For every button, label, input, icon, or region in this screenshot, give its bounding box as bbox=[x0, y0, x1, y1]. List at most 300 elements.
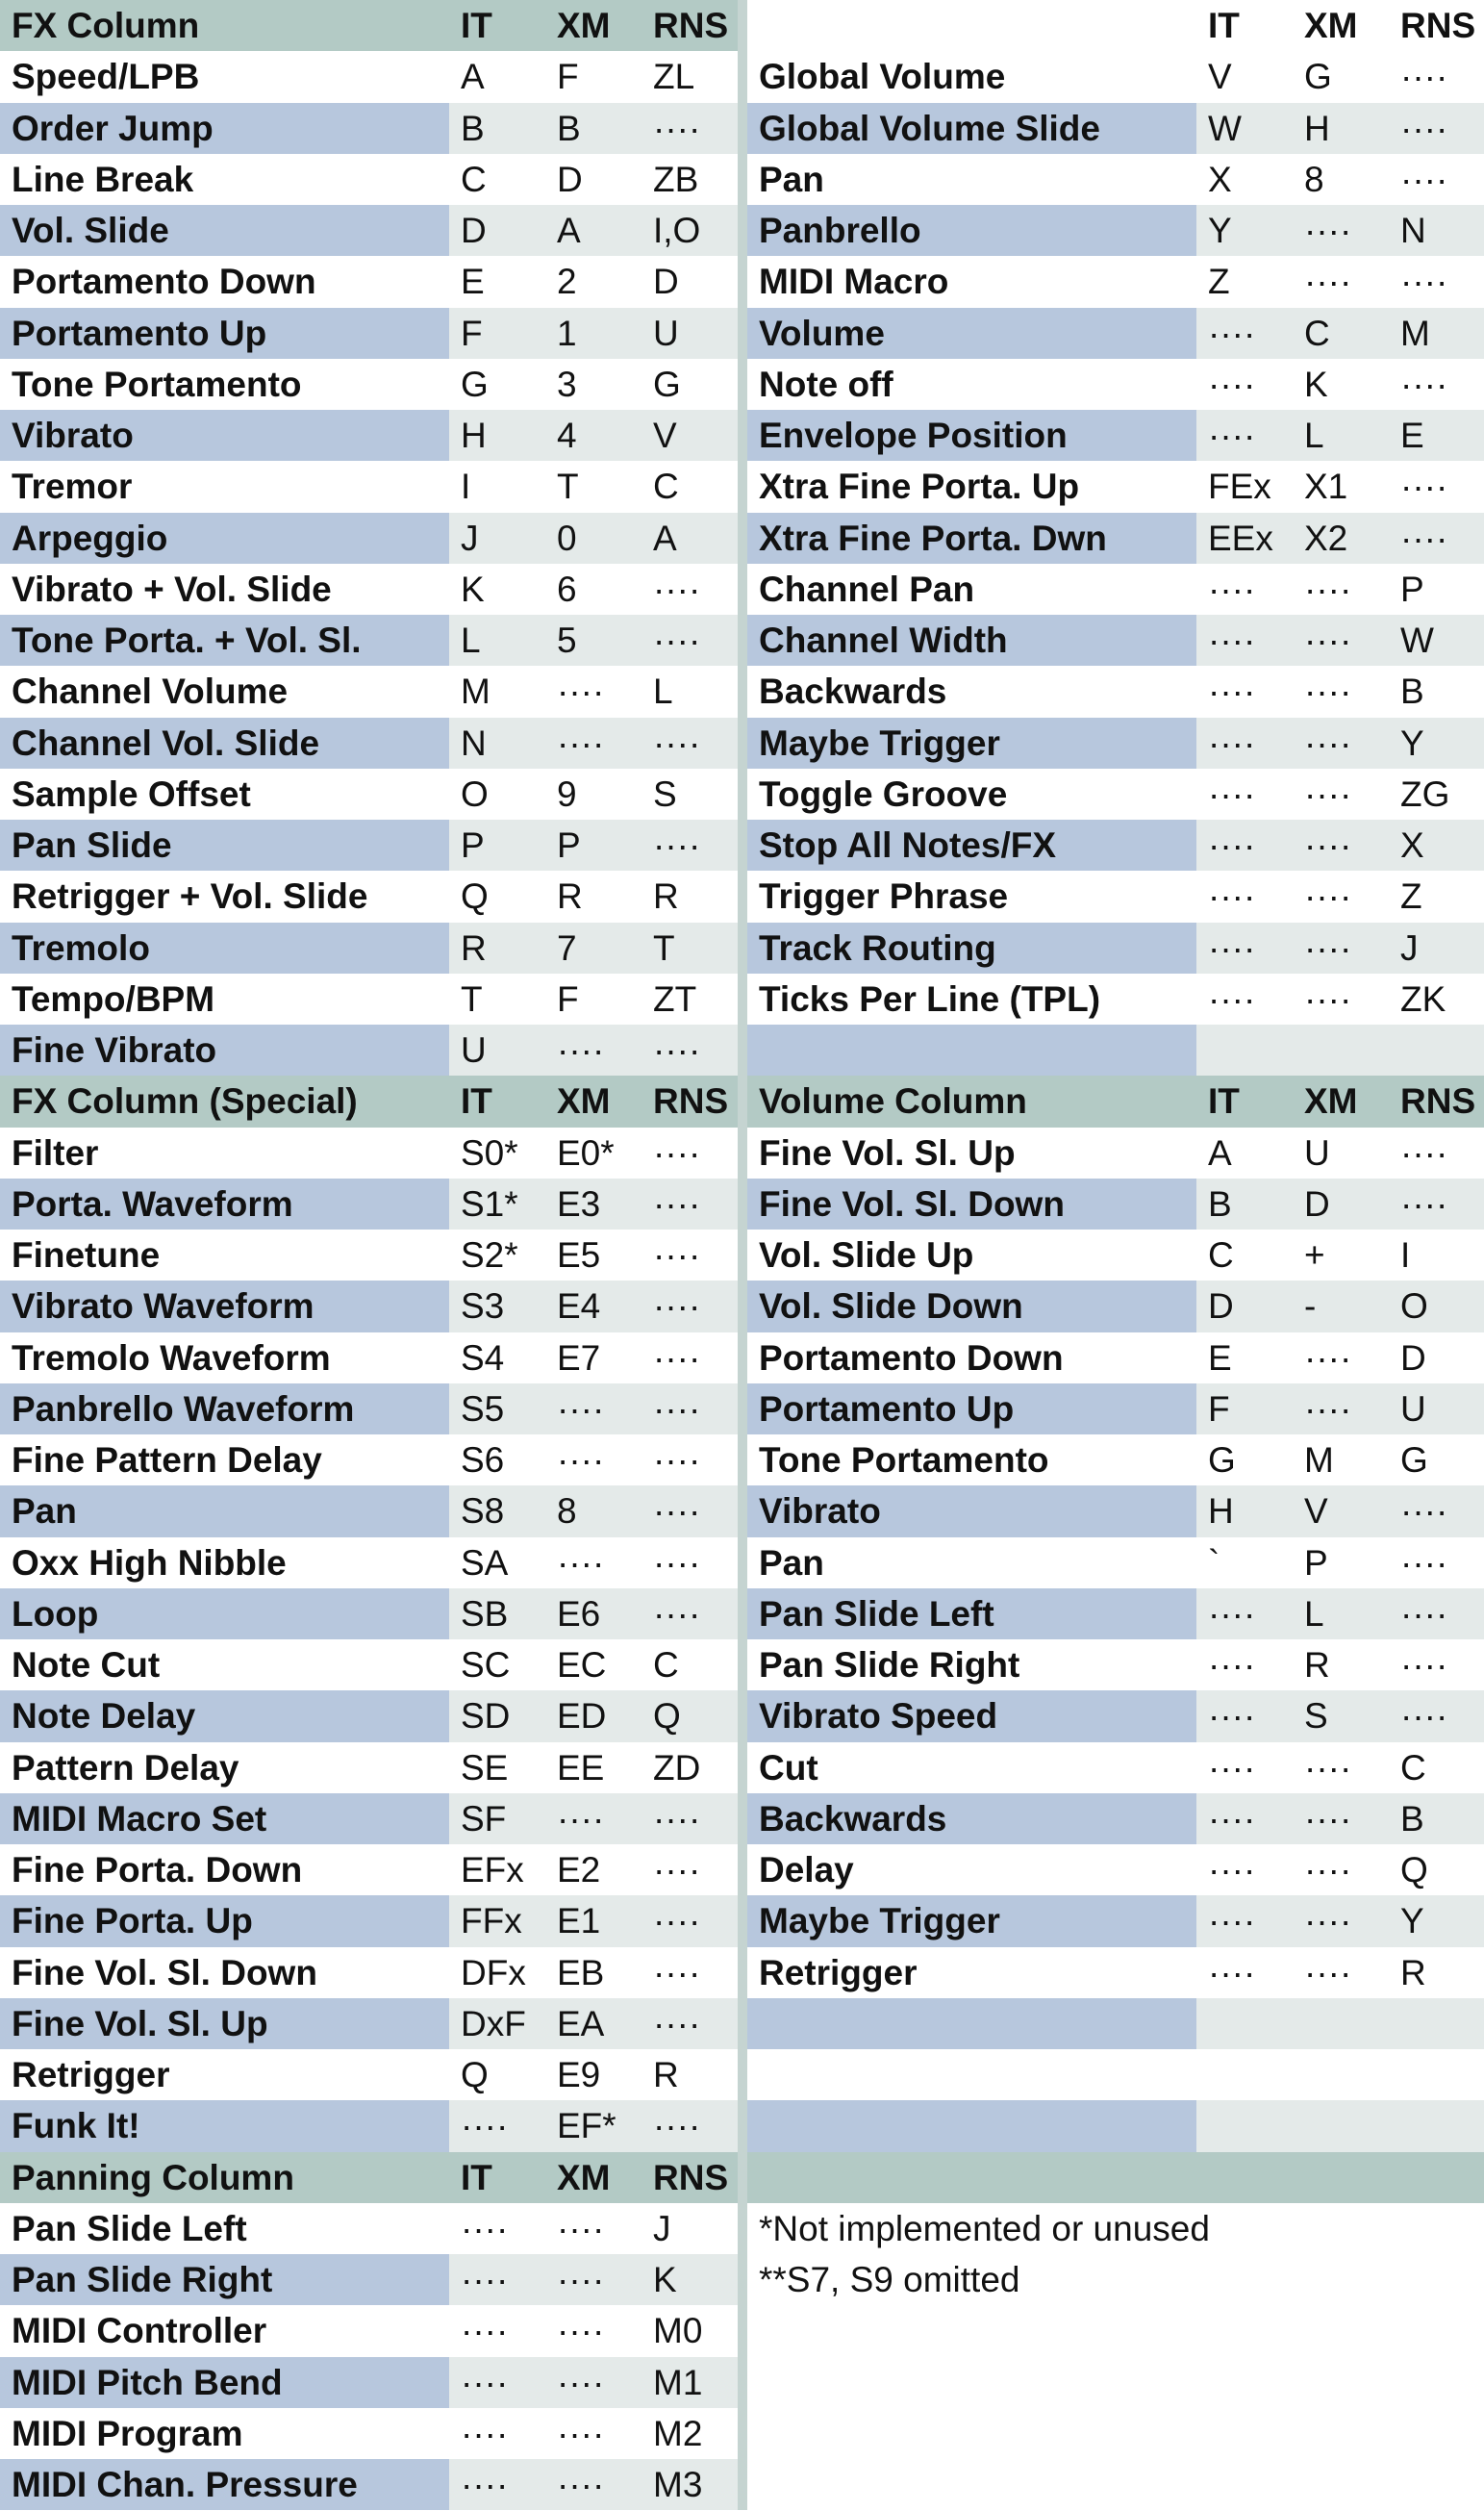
effect-code: R bbox=[641, 2049, 738, 2100]
effect-name: MIDI Macro bbox=[747, 256, 1196, 307]
column-header: XM bbox=[545, 2152, 641, 2203]
effect-code: I bbox=[449, 461, 545, 512]
effect-code: ···· bbox=[1196, 1793, 1293, 1844]
effect-code: P bbox=[1389, 564, 1484, 615]
effect-code: ···· bbox=[1389, 1179, 1484, 1230]
effect-code: 7 bbox=[545, 923, 641, 974]
column-divider bbox=[738, 256, 747, 307]
section-title bbox=[747, 0, 1196, 51]
effect-code: SA bbox=[449, 1537, 545, 1588]
effect-code: N bbox=[449, 718, 545, 769]
column-divider bbox=[738, 1332, 747, 1383]
effect-code: H bbox=[449, 410, 545, 461]
effect-name: Vol. Slide Down bbox=[747, 1281, 1196, 1332]
column-divider bbox=[738, 461, 747, 512]
blank-cell bbox=[747, 2357, 1484, 2408]
effect-code: ···· bbox=[641, 1025, 738, 1076]
effect-code: ZD bbox=[641, 1742, 738, 1793]
effect-code: ···· bbox=[641, 1230, 738, 1281]
effect-code: ···· bbox=[641, 1128, 738, 1179]
effect-name: Porta. Waveform bbox=[0, 1179, 449, 1230]
column-divider bbox=[738, 1128, 747, 1179]
effect-name: Sample Offset bbox=[0, 769, 449, 820]
effect-code: ···· bbox=[1293, 615, 1389, 666]
effect-name: Vol. Slide bbox=[0, 205, 449, 256]
effect-code: SF bbox=[449, 1793, 545, 1844]
effect-code: ED bbox=[545, 1690, 641, 1741]
effect-code: D bbox=[545, 154, 641, 205]
effect-code: E bbox=[1196, 1332, 1293, 1383]
effect-name: Portamento Down bbox=[0, 256, 449, 307]
column-divider bbox=[738, 2357, 747, 2408]
table-row bbox=[0, 2100, 1484, 2151]
table-row bbox=[0, 103, 1484, 154]
effect-name: Vibrato bbox=[0, 410, 449, 461]
effect-name: Tone Portamento bbox=[0, 359, 449, 410]
table-row bbox=[0, 308, 1484, 359]
column-divider bbox=[738, 564, 747, 615]
column-divider bbox=[738, 2459, 747, 2510]
column-divider bbox=[738, 1844, 747, 1895]
table-row bbox=[0, 51, 1484, 102]
effect-name: Fine Vol. Sl. Up bbox=[0, 1998, 449, 2049]
effect-code: ···· bbox=[1196, 308, 1293, 359]
effect-code: E bbox=[449, 256, 545, 307]
effect-code: D bbox=[449, 205, 545, 256]
effect-code: ···· bbox=[1293, 769, 1389, 820]
effect-code: ZL bbox=[641, 51, 738, 102]
effect-code: S4 bbox=[449, 1332, 545, 1383]
effect-code: U bbox=[1389, 1383, 1484, 1434]
effect-code: ···· bbox=[1389, 1639, 1484, 1690]
effect-code: EF* bbox=[545, 2100, 641, 2151]
effect-code: B bbox=[545, 103, 641, 154]
effect-name: Trigger Phrase bbox=[747, 871, 1196, 922]
table-row bbox=[0, 2357, 1484, 2408]
effect-code: S bbox=[641, 769, 738, 820]
effect-code: ···· bbox=[1389, 51, 1484, 102]
blank-cell bbox=[747, 2459, 1484, 2510]
effect-name: Toggle Groove bbox=[747, 769, 1196, 820]
effect-name: Fine Pattern Delay bbox=[0, 1434, 449, 1485]
column-header: RNS bbox=[641, 0, 738, 51]
column-header: RNS bbox=[641, 1076, 738, 1127]
effect-name: Backwards bbox=[747, 666, 1196, 717]
effect-code: ` bbox=[1196, 1537, 1293, 1588]
effect-name: Order Jump bbox=[0, 103, 449, 154]
effect-code: 0 bbox=[545, 513, 641, 564]
effect-name: Loop bbox=[0, 1588, 449, 1639]
effect-code: ···· bbox=[545, 2459, 641, 2510]
table-row bbox=[0, 615, 1484, 666]
effect-code: S3 bbox=[449, 1281, 545, 1332]
column-divider bbox=[738, 718, 747, 769]
column-header: XM bbox=[545, 0, 641, 51]
effect-code: ···· bbox=[449, 2100, 545, 2151]
effect-name: Channel Volume bbox=[0, 666, 449, 717]
column-divider bbox=[738, 615, 747, 666]
effect-name: Pan bbox=[0, 1485, 449, 1536]
effect-code: C bbox=[641, 461, 738, 512]
effect-code bbox=[1389, 1998, 1484, 2049]
effect-code: 1 bbox=[545, 308, 641, 359]
effect-code: ···· bbox=[545, 2254, 641, 2305]
table-row bbox=[0, 2049, 1484, 2100]
effect-code: J bbox=[1389, 923, 1484, 974]
effect-name: Channel Pan bbox=[747, 564, 1196, 615]
effect-code: ···· bbox=[449, 2357, 545, 2408]
effect-code: F bbox=[545, 51, 641, 102]
effect-code: ···· bbox=[1293, 666, 1389, 717]
effect-name: Retrigger bbox=[747, 1947, 1196, 1998]
effect-name: Funk It! bbox=[0, 2100, 449, 2151]
effect-name: Vibrato Speed bbox=[747, 1690, 1196, 1741]
effect-code: EB bbox=[545, 1947, 641, 1998]
effect-code: C bbox=[641, 1639, 738, 1690]
column-divider bbox=[738, 2100, 747, 2151]
effect-name: Maybe Trigger bbox=[747, 718, 1196, 769]
header-filler bbox=[1389, 2152, 1484, 2203]
effect-name: Tremor bbox=[0, 461, 449, 512]
effect-code: H bbox=[1293, 103, 1389, 154]
column-header: RNS bbox=[641, 2152, 738, 2203]
effect-code: FEx bbox=[1196, 461, 1293, 512]
effect-name: Pan Slide Right bbox=[0, 2254, 449, 2305]
column-divider bbox=[738, 1434, 747, 1485]
effect-code: S0* bbox=[449, 1128, 545, 1179]
column-divider bbox=[738, 923, 747, 974]
effect-code: E9 bbox=[545, 2049, 641, 2100]
effect-code: U bbox=[449, 1025, 545, 1076]
column-divider bbox=[738, 1537, 747, 1588]
effect-name: Volume bbox=[747, 308, 1196, 359]
effect-name: Fine Vol. Sl. Down bbox=[0, 1947, 449, 1998]
effect-code: X2 bbox=[1293, 513, 1389, 564]
effect-code: Q bbox=[449, 2049, 545, 2100]
effect-code bbox=[1196, 2049, 1293, 2100]
effect-code bbox=[1389, 2049, 1484, 2100]
effect-code: ···· bbox=[641, 1281, 738, 1332]
effect-code: ···· bbox=[1293, 820, 1389, 871]
table-row bbox=[0, 769, 1484, 820]
table-row bbox=[0, 820, 1484, 871]
effect-code: ···· bbox=[641, 564, 738, 615]
effect-code: ···· bbox=[1293, 1793, 1389, 1844]
effect-name bbox=[747, 2100, 1196, 2151]
effect-code: ···· bbox=[545, 1025, 641, 1076]
effect-code: EEx bbox=[1196, 513, 1293, 564]
effect-name: Global Volume bbox=[747, 51, 1196, 102]
column-divider bbox=[738, 1690, 747, 1741]
effect-code: P bbox=[545, 820, 641, 871]
effect-name: Tone Portamento bbox=[747, 1434, 1196, 1485]
effect-name: MIDI Controller bbox=[0, 2305, 449, 2356]
effect-name: Fine Porta. Down bbox=[0, 1844, 449, 1895]
effect-code: P bbox=[449, 820, 545, 871]
table-row bbox=[0, 1639, 1484, 1690]
effect-name: Portamento Up bbox=[0, 308, 449, 359]
column-divider bbox=[738, 359, 747, 410]
effect-name: Vibrato + Vol. Slide bbox=[0, 564, 449, 615]
effect-code: S6 bbox=[449, 1434, 545, 1485]
effect-code: Q bbox=[1389, 1844, 1484, 1895]
column-divider bbox=[738, 2408, 747, 2459]
effect-name: Vibrato Waveform bbox=[0, 1281, 449, 1332]
table-row bbox=[0, 2305, 1484, 2356]
effect-code: ···· bbox=[1196, 1690, 1293, 1741]
column-divider bbox=[738, 2203, 747, 2254]
effect-name: Envelope Position bbox=[747, 410, 1196, 461]
effect-code: DxF bbox=[449, 1998, 545, 2049]
table-row bbox=[0, 410, 1484, 461]
effect-code: ZG bbox=[1389, 769, 1484, 820]
effect-code: W bbox=[1196, 103, 1293, 154]
table-row bbox=[0, 564, 1484, 615]
table-row bbox=[0, 2459, 1484, 2510]
effect-name: MIDI Macro Set bbox=[0, 1793, 449, 1844]
section-header-row bbox=[0, 2152, 1484, 2203]
effect-code: J bbox=[449, 513, 545, 564]
effect-code: E7 bbox=[545, 1332, 641, 1383]
effect-code: SD bbox=[449, 1690, 545, 1741]
effect-code: K bbox=[641, 2254, 738, 2305]
table-row bbox=[0, 1588, 1484, 1639]
effect-code: ···· bbox=[449, 2254, 545, 2305]
column-divider bbox=[738, 154, 747, 205]
effect-name: Tremolo bbox=[0, 923, 449, 974]
effect-code bbox=[1196, 1025, 1293, 1076]
effect-code bbox=[1293, 1998, 1389, 2049]
table-row bbox=[0, 1025, 1484, 1076]
effect-code: ···· bbox=[1196, 871, 1293, 922]
effect-code: 2 bbox=[545, 256, 641, 307]
column-divider bbox=[738, 1947, 747, 1998]
effect-name: MIDI Program bbox=[0, 2408, 449, 2459]
column-divider bbox=[738, 2254, 747, 2305]
effect-code: A bbox=[1196, 1128, 1293, 1179]
table-row bbox=[0, 2408, 1484, 2459]
column-divider bbox=[738, 103, 747, 154]
effect-code: U bbox=[1293, 1128, 1389, 1179]
effect-name: Cut bbox=[747, 1742, 1196, 1793]
effect-code: ···· bbox=[1293, 871, 1389, 922]
effect-code: ···· bbox=[641, 1588, 738, 1639]
effect-code: ···· bbox=[545, 1383, 641, 1434]
effect-code: C bbox=[1196, 1230, 1293, 1281]
header-filler bbox=[1196, 2152, 1293, 2203]
column-divider bbox=[738, 820, 747, 871]
effect-code: ···· bbox=[545, 1793, 641, 1844]
effect-code: ···· bbox=[545, 2305, 641, 2356]
column-divider bbox=[738, 1230, 747, 1281]
effect-code: ···· bbox=[545, 2357, 641, 2408]
effect-code: V bbox=[641, 410, 738, 461]
blank-cell bbox=[747, 2408, 1484, 2459]
effect-name: MIDI Pitch Bend bbox=[0, 2357, 449, 2408]
effect-code: ···· bbox=[449, 2203, 545, 2254]
effect-code: 5 bbox=[545, 615, 641, 666]
effect-code: S8 bbox=[449, 1485, 545, 1536]
column-divider bbox=[738, 308, 747, 359]
effect-code: T bbox=[449, 974, 545, 1025]
effect-code: ···· bbox=[641, 2100, 738, 2151]
effect-code: G bbox=[1293, 51, 1389, 102]
effect-code: ···· bbox=[1293, 1947, 1389, 1998]
table-row bbox=[0, 871, 1484, 922]
effect-code: ···· bbox=[641, 1793, 738, 1844]
effect-code: V bbox=[1196, 51, 1293, 102]
effect-code: G bbox=[449, 359, 545, 410]
table-row bbox=[0, 1332, 1484, 1383]
effect-code: Y bbox=[1196, 205, 1293, 256]
effect-name: Channel Width bbox=[747, 615, 1196, 666]
effect-name: Vibrato bbox=[747, 1485, 1196, 1536]
effect-name: MIDI Chan. Pressure bbox=[0, 2459, 449, 2510]
effect-code: ZK bbox=[1389, 974, 1484, 1025]
effect-code: O bbox=[1389, 1281, 1484, 1332]
footnote: *Not implemented or unused bbox=[747, 2203, 1484, 2254]
effect-code: ···· bbox=[1196, 974, 1293, 1025]
column-header: XM bbox=[545, 1076, 641, 1127]
effect-code: B bbox=[1389, 1793, 1484, 1844]
section-title: Volume Column bbox=[747, 1076, 1196, 1127]
effect-code: EFx bbox=[449, 1844, 545, 1895]
effect-code: A bbox=[641, 513, 738, 564]
effect-code: ···· bbox=[1293, 1742, 1389, 1793]
effect-code: D bbox=[1293, 1179, 1389, 1230]
effect-code: SE bbox=[449, 1742, 545, 1793]
effect-code: ···· bbox=[1389, 103, 1484, 154]
effect-name: Ticks Per Line (TPL) bbox=[747, 974, 1196, 1025]
effect-code: L bbox=[449, 615, 545, 666]
effect-code: B bbox=[449, 103, 545, 154]
section-title: FX Column bbox=[0, 0, 449, 51]
effect-code: E6 bbox=[545, 1588, 641, 1639]
effect-code: ···· bbox=[545, 1537, 641, 1588]
effect-code: ···· bbox=[1389, 154, 1484, 205]
table-row bbox=[0, 256, 1484, 307]
effect-name: Tremolo Waveform bbox=[0, 1332, 449, 1383]
column-header: IT bbox=[449, 1076, 545, 1127]
effect-code: ···· bbox=[1196, 1588, 1293, 1639]
effect-code: SC bbox=[449, 1639, 545, 1690]
effect-code: M0 bbox=[641, 2305, 738, 2356]
effect-code: Q bbox=[641, 1690, 738, 1741]
effect-code: ···· bbox=[1389, 256, 1484, 307]
effect-code: Z bbox=[1389, 871, 1484, 922]
effect-code: H bbox=[1196, 1485, 1293, 1536]
footnote: **S7, S9 omitted bbox=[747, 2254, 1484, 2305]
effect-name: Pan Slide Left bbox=[747, 1588, 1196, 1639]
effect-code: S bbox=[1293, 1690, 1389, 1741]
effect-code: ···· bbox=[1389, 1588, 1484, 1639]
effect-code: G bbox=[1196, 1434, 1293, 1485]
effect-code: ···· bbox=[449, 2459, 545, 2510]
effect-code: L bbox=[1293, 410, 1389, 461]
column-divider bbox=[738, 666, 747, 717]
effect-code: E1 bbox=[545, 1895, 641, 1946]
effect-code: ···· bbox=[1196, 1639, 1293, 1690]
column-divider bbox=[738, 410, 747, 461]
column-divider bbox=[738, 974, 747, 1025]
effect-name bbox=[747, 1025, 1196, 1076]
effect-code: ···· bbox=[641, 1998, 738, 2049]
section-header-row bbox=[0, 0, 1484, 51]
effect-code: S1* bbox=[449, 1179, 545, 1230]
effect-code: ···· bbox=[545, 2408, 641, 2459]
effect-name: Backwards bbox=[747, 1793, 1196, 1844]
effect-code: ···· bbox=[1196, 615, 1293, 666]
effect-code: G bbox=[641, 359, 738, 410]
effect-code bbox=[1389, 2100, 1484, 2151]
section-header-row bbox=[0, 1076, 1484, 1127]
effect-code: EE bbox=[545, 1742, 641, 1793]
effect-name: Vol. Slide Up bbox=[747, 1230, 1196, 1281]
table-row bbox=[0, 461, 1484, 512]
effect-code: ···· bbox=[1389, 359, 1484, 410]
effect-code: K bbox=[1293, 359, 1389, 410]
effect-code: ···· bbox=[1196, 769, 1293, 820]
effect-code: ···· bbox=[1196, 564, 1293, 615]
effect-name: Maybe Trigger bbox=[747, 1895, 1196, 1946]
effect-code bbox=[1196, 2100, 1293, 2151]
table-row bbox=[0, 1793, 1484, 1844]
effect-code: R bbox=[545, 871, 641, 922]
column-divider bbox=[738, 1281, 747, 1332]
column-divider bbox=[738, 513, 747, 564]
effect-code: ···· bbox=[1196, 1947, 1293, 1998]
column-divider bbox=[738, 1895, 747, 1946]
effect-code: ···· bbox=[1196, 923, 1293, 974]
effect-code: T bbox=[641, 923, 738, 974]
effect-code: ···· bbox=[641, 1844, 738, 1895]
effect-code: ···· bbox=[641, 1434, 738, 1485]
header-filler bbox=[1293, 2152, 1389, 2203]
effect-code: FFx bbox=[449, 1895, 545, 1946]
table-row bbox=[0, 1537, 1484, 1588]
effect-code: N bbox=[1389, 205, 1484, 256]
effect-code: ···· bbox=[1293, 564, 1389, 615]
table-row bbox=[0, 1128, 1484, 1179]
effect-code: 9 bbox=[545, 769, 641, 820]
effect-code: ···· bbox=[641, 1332, 738, 1383]
table-row bbox=[0, 1230, 1484, 1281]
column-divider bbox=[738, 2049, 747, 2100]
effect-code: Q bbox=[449, 871, 545, 922]
column-header: XM bbox=[1293, 1076, 1389, 1127]
effect-code: ···· bbox=[1389, 1485, 1484, 1536]
effect-code: ···· bbox=[641, 1895, 738, 1946]
effect-name: Global Volume Slide bbox=[747, 103, 1196, 154]
effect-name: Oxx High Nibble bbox=[0, 1537, 449, 1588]
table-row bbox=[0, 154, 1484, 205]
table-row bbox=[0, 205, 1484, 256]
effect-code: EA bbox=[545, 1998, 641, 2049]
effect-name: Fine Porta. Up bbox=[0, 1895, 449, 1946]
effect-name: Xtra Fine Porta. Dwn bbox=[747, 513, 1196, 564]
effect-name: Pattern Delay bbox=[0, 1742, 449, 1793]
effect-code: ···· bbox=[545, 2203, 641, 2254]
effect-code: ···· bbox=[449, 2408, 545, 2459]
effect-code: L bbox=[641, 666, 738, 717]
column-divider bbox=[738, 1383, 747, 1434]
column-header: IT bbox=[449, 2152, 545, 2203]
effect-code: ···· bbox=[641, 615, 738, 666]
effect-name: Pan Slide bbox=[0, 820, 449, 871]
table-row bbox=[0, 359, 1484, 410]
effect-code: ···· bbox=[449, 2305, 545, 2356]
effect-code: ···· bbox=[1196, 410, 1293, 461]
